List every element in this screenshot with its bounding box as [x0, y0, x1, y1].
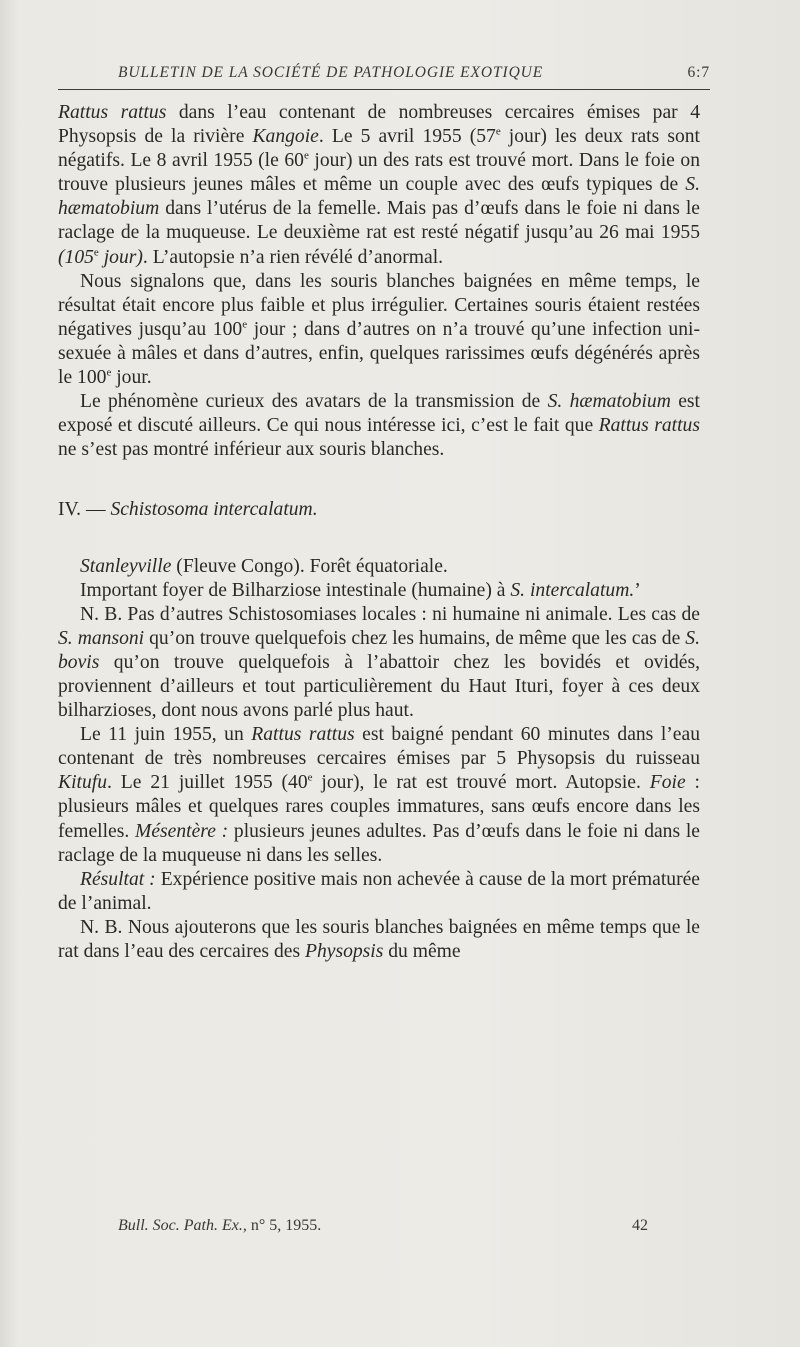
paragraph-foyer: Important foyer de Bilharziose intestinale (humaine) à S. intercalatum.’: [80, 579, 641, 601]
paragraph-2: Nous signalons que, dans les souris blanches baignées en même temps, le résultat était encore plus faible et plus irrégulier. Certaines souris étaient restées négatives jusqu’au 100e jour ; dans d’autres on n’a trouvé qu’une infection uni-sexuée à mâles et dans d’autres, enfin, quelques rarissimes œufs dégénérés après le 100e jour.: [58, 270, 700, 389]
paragraph-nb-2: N. B. Nous ajouterons que les souris blanches baignées en même temps que le rat dans l’eau des cercaires des Physopsis du même: [58, 916, 700, 962]
paragraph-result: Résultat : Expérience positive mais non achevée à cause de la mort prématurée de l’animal.: [58, 868, 700, 914]
body-text: [58, 101, 700, 964]
paragraph-nb-1: N. B. Pas d’autres Schistosomiases locales : ni humaine ni animale. Les cas de S. mansoni qu’on trouve quelquefois chez les humains, de même que les cas de S. bovis qu’on trouve quelquefois à l’abattoir chez les bovidés et ovidés, proviennent d’ailleurs et tout particulièrement du Haut Ituri, foyer à ces deux bilharzioses, dont nous avons parlé plus haut.: [58, 603, 700, 722]
footer-citation: Bull. Soc. Path. Ex., n° 5, 1955.: [118, 1217, 322, 1234]
page-footer: [118, 1217, 648, 1239]
paragraph-1: Rattus rattus dans l’eau contenant de nombreuses cercaires émises par 4 Physopsis de la rivière Kangoie. Le 5 avril 1955 (57e jour) les deux rats sont négatifs. Le 8 avril 1955 (le 60e jour) un des rats est trouvé mort. Dans le foie on trouve plusieurs jeunes mâles et même un couple avec des œufs typiques de S. hæmatobium dans l’utérus de la femelle. Mais pas d’œufs dans le foie ni dans le raclage de la muqueuse. Le deuxième rat est resté négatif jusqu’au 26 mai 1955 (105e jour). L’autopsie n’a rien révélé d’anormal.: [58, 102, 700, 268]
section-heading: IV. — Schistosoma intercalatum.: [58, 499, 318, 521]
page-number: 6:7: [687, 64, 710, 81]
paragraph-experiment: Le 11 juin 1955, un Rattus rattus est baigné pendant 60 minutes dans l’eau contenant de très nombreuses cercaires émises par 5 Physopsis du ruisseau Kitufu. Le 21 juillet 1955 (40e jour), le rat est trouvé mort. Autopsie. Foie : plusieurs mâles et quelques rares couples immatures, sans œufs encore dans les femelles. Mésentère : plusieurs jeunes adultes. Pas d’œufs dans le foie ni dans le raclage de la muqueuse ni dans les selles.: [58, 724, 700, 866]
footer-signature: 42: [632, 1217, 648, 1234]
running-header: [118, 64, 710, 86]
header-rule: [58, 89, 710, 90]
paragraph-3: Le phénomène curieux des avatars de la transmission de S. hæmatobium est exposé et discuté ailleurs. Ce qui nous intéresse ici, c’est le fait que Rattus rattus ne s’est pas montré inférieur aux souris blanches.: [58, 391, 700, 461]
journal-title: BULLETIN DE LA SOCIÉTÉ DE PATHOLOGIE EXOTIQUE: [118, 64, 544, 81]
paragraph-location: Stanleyville (Fleuve Congo). Forêt équatoriale.: [80, 555, 448, 577]
